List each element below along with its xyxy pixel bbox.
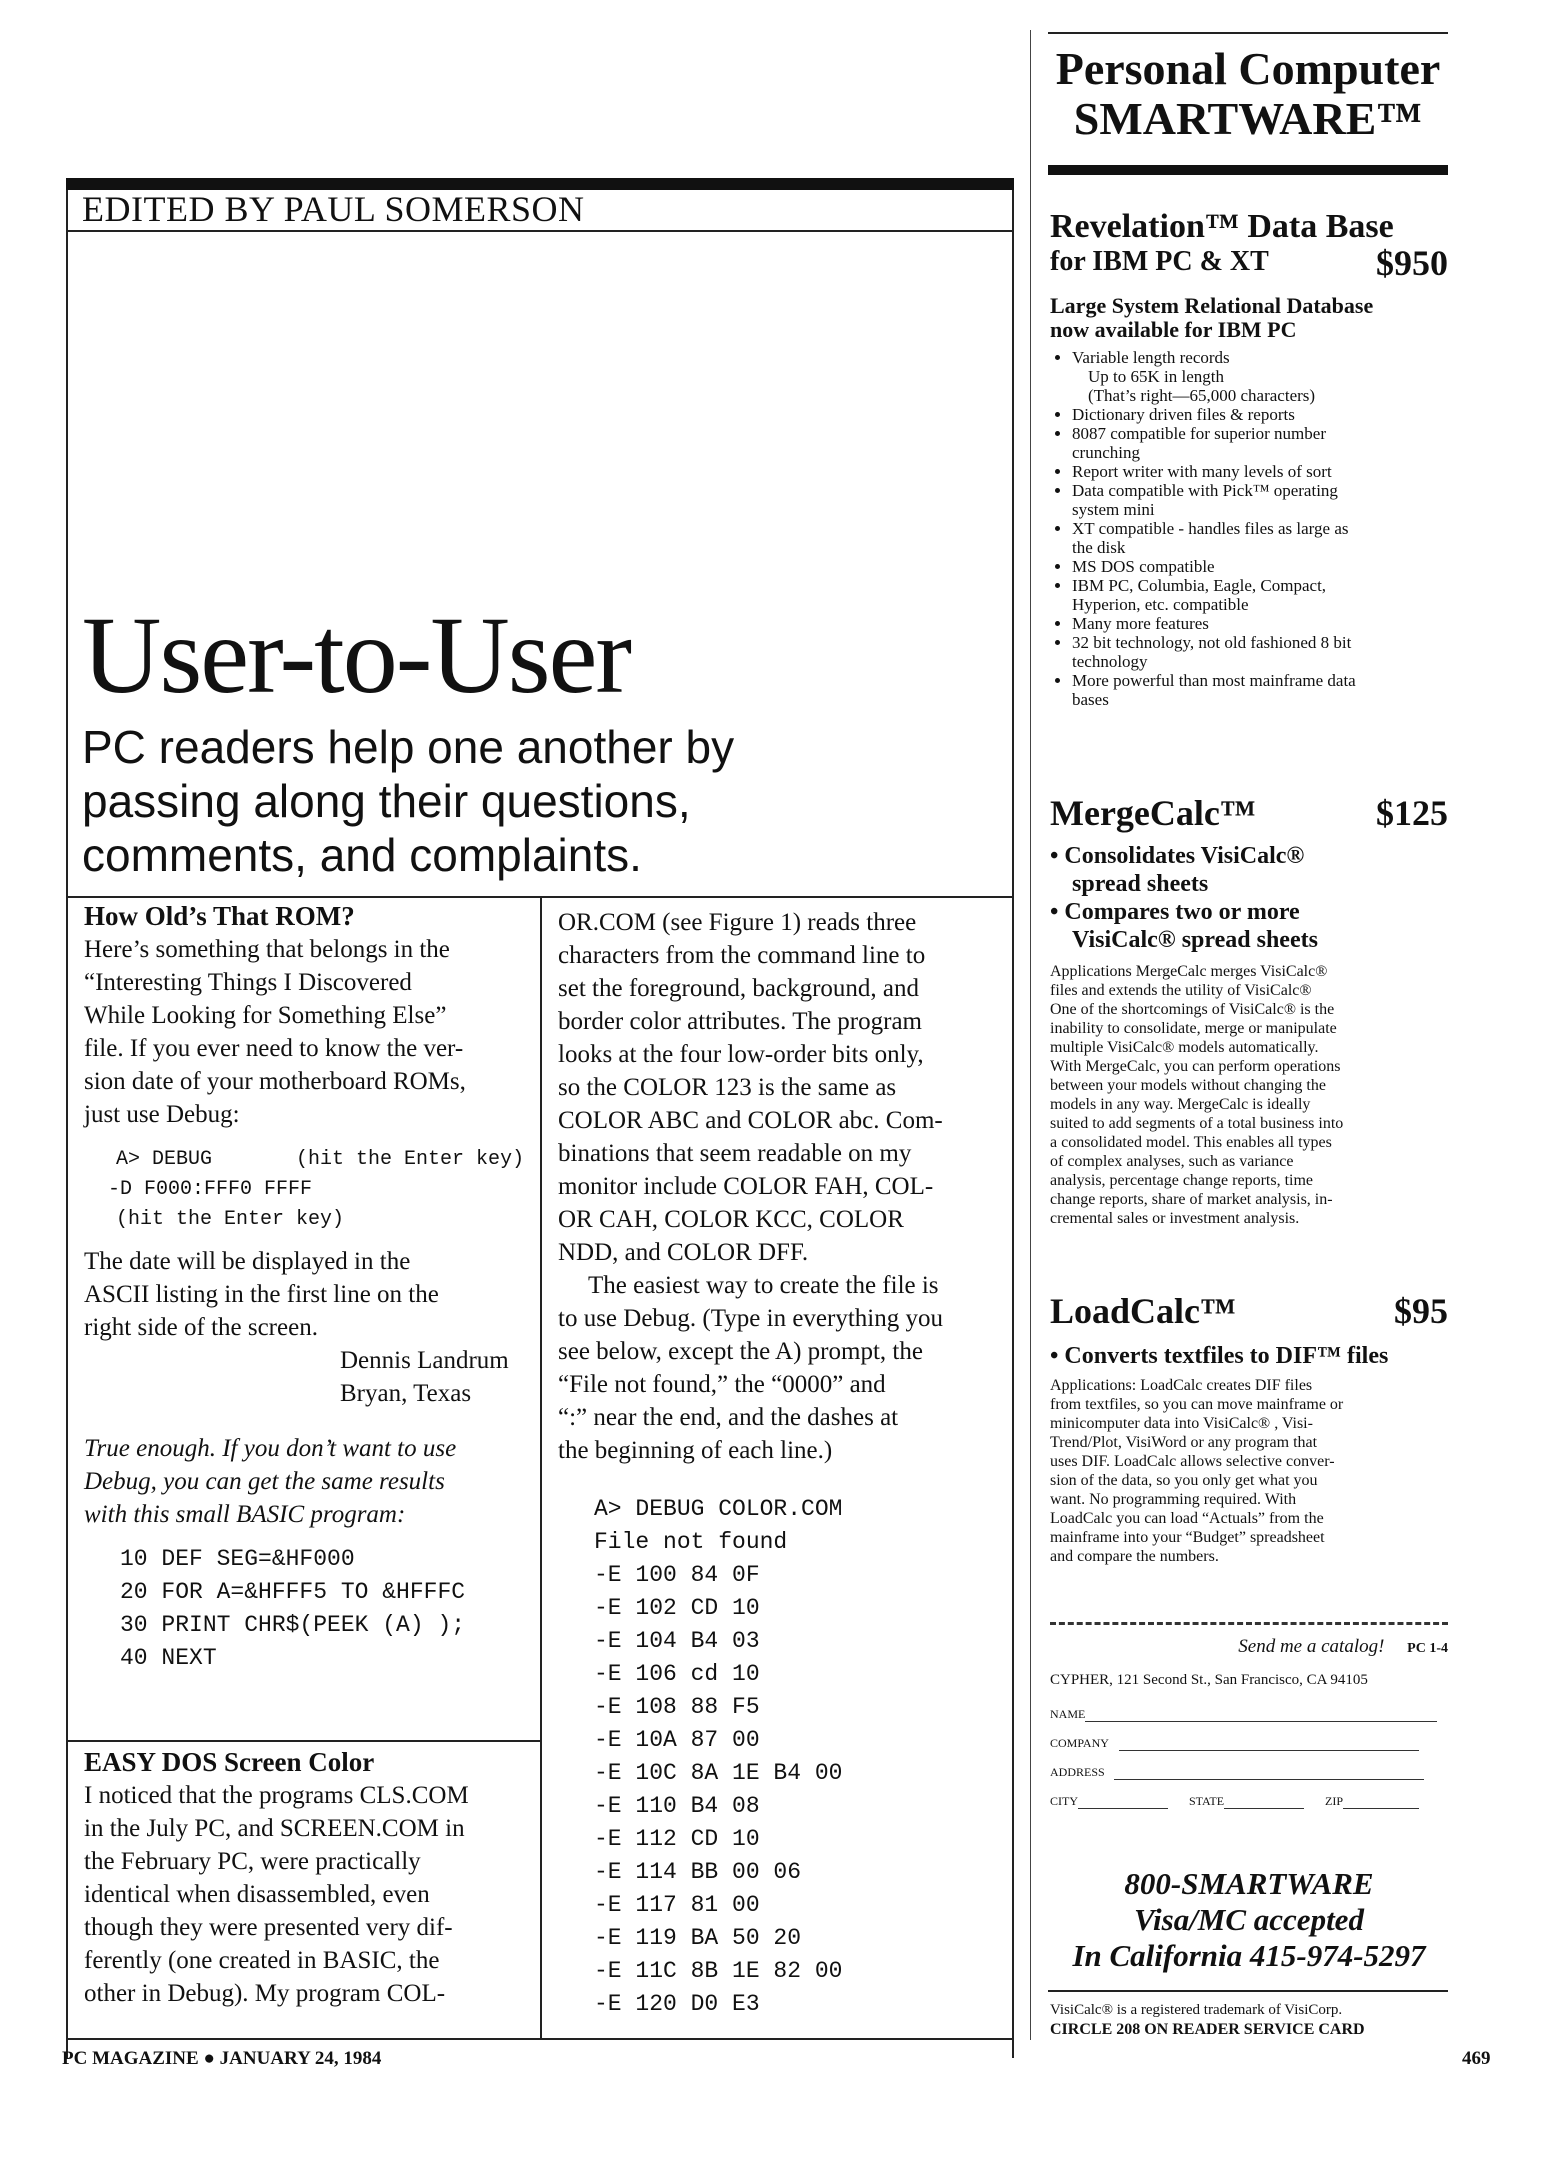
feature-text: • More powerful than most mainframe data: [1072, 671, 1356, 690]
trademark-notice: VisiCalc® is a registered trademark of VisiCorp.: [1050, 2002, 1343, 2018]
text-line: Here’s something that belongs in the: [84, 936, 450, 963]
text-line: ferently (one created in BASIC, the: [84, 1947, 440, 1974]
company-address: CYPHER, 121 Second St., San Francisco, CA 94105: [1050, 1672, 1368, 1688]
text-line: multiple VisiCalc® models automatically.: [1050, 1039, 1319, 1056]
payment-info: Visa/MC accepted: [1134, 1902, 1364, 1937]
product-name: LoadCalc™: [1050, 1291, 1237, 1331]
field-line[interactable]: [1114, 1765, 1424, 1780]
field-label: COMPANY: [1050, 1736, 1109, 1750]
ad-title-line: SMARTWARE™: [1073, 93, 1423, 144]
text-line: the February PC, were practically: [84, 1848, 421, 1875]
divider: [1048, 32, 1448, 34]
phone-number: 800-SMARTWARE: [1124, 1866, 1374, 1901]
paragraph: [558, 1269, 998, 1467]
code-block: [594, 1493, 998, 2021]
text-line: see below, except the A) prompt, the: [558, 1338, 923, 1365]
field-label: STATE: [1189, 1794, 1225, 1808]
author-name: Dennis Landrum: [340, 1347, 509, 1374]
ad-footer: [1050, 2000, 1448, 2040]
text-line: With MergeCalc, you can perform operations: [1050, 1058, 1341, 1075]
text-line: from textfiles, so you can move mainframe or: [1050, 1396, 1344, 1413]
text-line: analysis, percentage change reports, time: [1050, 1172, 1313, 1189]
feature-item: [1072, 557, 1448, 576]
text-line: While Looking for Something Else”: [84, 1002, 447, 1029]
feature-text: Hyperion, etc. compatible: [1072, 595, 1249, 614]
signature: [340, 1344, 524, 1410]
feature-text: Up to 65K in length: [1088, 367, 1224, 386]
code-line: A> DEBUG COLOR.COM: [594, 1496, 843, 1522]
text-line: minicomputer data into VisiCalc® , Visi-: [1050, 1415, 1313, 1432]
field-line[interactable]: [1343, 1794, 1419, 1809]
text-line: border color attributes. The program: [558, 1008, 923, 1035]
paragraph: [558, 906, 998, 1269]
product-tagline: [1050, 294, 1448, 342]
feature-text: • Report writer with many levels of sort: [1072, 462, 1332, 481]
feature-text: • Many more features: [1072, 614, 1209, 633]
bullet-text: Converts textfiles to DIF™ files: [1064, 1343, 1389, 1369]
code-line: -E 110 B4 08: [594, 1793, 760, 1819]
feature-text: crunching: [1072, 443, 1140, 462]
code-line: -E 117 81 00: [594, 1892, 760, 1918]
text-line: in the July PC, and SCREEN.COM in: [84, 1815, 465, 1842]
tagline-line: now available for IBM PC: [1050, 317, 1297, 342]
product-bullet: • Consolidates VisiCalc® spread sheets • Compares two or more VisiCalc® spread sheets: [1050, 842, 1448, 954]
code-block: [120, 1543, 524, 1675]
order-coupon: [1050, 1636, 1448, 1809]
divider: [66, 230, 1014, 232]
code-line: -E 114 BB 00 06: [594, 1859, 802, 1885]
text-line: mainframe into your “Budget” spreadsheet: [1050, 1529, 1325, 1546]
ad-title: [1048, 44, 1448, 144]
text-line: between your models without changing the: [1050, 1077, 1326, 1094]
phone-block: [1050, 1866, 1448, 1974]
text-line: OR CAH, COLOR KCC, COLOR: [558, 1206, 904, 1233]
code-line: 40 NEXT: [120, 1645, 217, 1671]
coupon-cut-line: [1050, 1622, 1448, 1625]
feature-text: • XT compatible - handles files as large as: [1072, 519, 1349, 538]
text-line: files and extends the utility of VisiCalc®: [1050, 982, 1312, 999]
code-line: -E 10A 87 00: [594, 1727, 760, 1753]
feature-item: [1072, 633, 1448, 671]
feature-text: bases: [1072, 690, 1109, 709]
column-divider: [540, 898, 542, 2038]
code-line: -E 10C 8A 1E B4 00: [594, 1760, 843, 1786]
bullet-text: VisiCalc® spread sheets: [1072, 927, 1318, 953]
feature-item: [1072, 462, 1448, 481]
text-line: looks at the four low-order bits only,: [558, 1041, 924, 1068]
text-line: with this small BASIC program:: [84, 1501, 406, 1528]
column-1: [84, 900, 524, 1675]
product-bullet: • Converts textfiles to DIF™ files: [1050, 1343, 1389, 1369]
text-line: NDD, and COLOR DFF.: [558, 1239, 809, 1266]
product-mergecalc: [1050, 792, 1448, 1228]
text-line: binations that seem readable on my: [558, 1140, 912, 1167]
text-line: The date will be displayed in the: [84, 1248, 411, 1275]
product-loadcalc: [1050, 1290, 1448, 1566]
text-line: change reports, share of market analysis, in-: [1050, 1191, 1333, 1208]
feature-item: [1072, 576, 1448, 614]
field-line[interactable]: [1224, 1794, 1304, 1809]
feature-text: • Dictionary driven files & reports: [1072, 405, 1295, 424]
code-line: -E 112 CD 10: [594, 1826, 760, 1852]
author-location: Bryan, Texas: [340, 1380, 472, 1407]
text-line: models in any way. MergeCalc is ideally: [1050, 1096, 1311, 1113]
feature-text: • 8087 compatible for superior number: [1072, 424, 1326, 443]
feature-text: • Variable length records: [1072, 348, 1230, 367]
code-line: -D F000:FFF0 FFFF: [108, 1178, 313, 1201]
text-line: file. If you ever need to know the ver-: [84, 1035, 464, 1062]
text-line: sion of the data, so you only get what you: [1050, 1472, 1318, 1489]
code-line: -E 100 84 0F: [594, 1562, 760, 1588]
code-line: -E 108 88 F5: [594, 1694, 760, 1720]
product-price: $95: [1394, 1291, 1448, 1331]
text-line: inability to consolidate, merge or manipulate: [1050, 1020, 1337, 1037]
feature-text: system mini: [1072, 500, 1155, 519]
code-line: -E 120 D0 E3: [594, 1991, 760, 2017]
text-line: Applications: LoadCalc creates DIF files: [1050, 1377, 1313, 1394]
text-line: other in Debug). My program COL-: [84, 1980, 446, 2007]
product-description: [1050, 962, 1448, 1228]
code-line: 20 FOR A=&HFFF5 TO &HFFFC: [120, 1579, 466, 1605]
field-line[interactable]: [1085, 1707, 1437, 1722]
product-price: $125: [1376, 793, 1448, 833]
paragraph: [84, 1245, 524, 1344]
product-revelation: [1050, 208, 1448, 709]
product-sub-row: [1050, 243, 1448, 288]
text-line: want. No programming required. With: [1050, 1491, 1297, 1508]
product-description: [1050, 1376, 1448, 1566]
feature-text: • MS DOS compatible: [1072, 557, 1215, 576]
feature-text: • 32 bit technology, not old fashioned 8 bit: [1072, 633, 1352, 652]
field-label: CITY: [1050, 1794, 1078, 1808]
text-line: “File not found,” the “0000” and: [558, 1371, 886, 1398]
text-line: I noticed that the programs CLS.COM: [84, 1782, 469, 1809]
text-line: uses DIF. LoadCalc allows selective conver-: [1050, 1453, 1335, 1470]
code-line: -E 102 CD 10: [594, 1595, 760, 1621]
text-line: sion date of your motherboard ROMs,: [84, 1068, 466, 1095]
feature-text: (That’s right—65,000 characters): [1088, 386, 1316, 405]
coupon-code: PC 1-4: [1407, 1641, 1448, 1656]
feature-text: the disk: [1072, 538, 1126, 557]
text-line: “:” near the end, and the dashes at: [558, 1404, 899, 1431]
code-line: (hit the Enter key): [116, 1208, 345, 1231]
field-label: ADDRESS: [1050, 1765, 1105, 1779]
coupon-header: [1050, 1636, 1448, 1658]
phone-california: In California 415-974-5297: [1072, 1938, 1426, 1973]
feature-text: • Data compatible with Pick™ operating: [1072, 481, 1338, 500]
divider: [66, 1740, 540, 1742]
product-header: [1050, 1290, 1448, 1336]
magazine-footer: PC MAGAZINE ● JANUARY 24, 1984: [62, 2048, 382, 2069]
subtitle-line: comments, and complaints.: [82, 829, 642, 881]
field-line[interactable]: [1119, 1736, 1419, 1751]
text-line: of complex analyses, such as variance: [1050, 1153, 1294, 1170]
page-title: User-to-User: [82, 594, 631, 716]
text-line: so the COLOR 123 is the same as: [558, 1074, 897, 1101]
feature-item: [1072, 481, 1448, 519]
company-field[interactable]: [1050, 1736, 1448, 1751]
text-line: True enough. If you don’t want to use: [84, 1435, 457, 1462]
bullet-text: Consolidates VisiCalc®: [1064, 843, 1305, 869]
subtitle: [82, 720, 982, 882]
text-line: Trend/Plot, VisiWord or any program that: [1050, 1434, 1318, 1451]
text-line: the beginning of each line.): [558, 1437, 833, 1464]
feature-text: • IBM PC, Columbia, Eagle, Compact,: [1072, 576, 1327, 595]
section-heading: How Old’s That ROM?: [84, 901, 355, 931]
ad-rule: [1048, 165, 1448, 175]
divider: [66, 2038, 1014, 2040]
text-line: OR.COM (see Figure 1) reads three: [558, 909, 917, 936]
text-line: characters from the command line to: [558, 942, 926, 969]
text-line: One of the shortcomings of VisiCalc® is the: [1050, 1001, 1335, 1018]
feature-item: [1072, 519, 1448, 557]
text-line: identical when disassembled, even: [84, 1881, 430, 1908]
subtitle-line: PC readers help one another by: [82, 721, 735, 773]
text-line: right side of the screen.: [84, 1314, 318, 1341]
address-field[interactable]: [1050, 1765, 1448, 1780]
code-line: -E 11C 8B 1E 82 00: [594, 1958, 843, 1984]
feature-text: technology: [1072, 652, 1148, 671]
text-line: just use Debug:: [84, 1101, 240, 1128]
code-line: File not found: [594, 1529, 788, 1555]
code-block: [108, 1145, 525, 1235]
feature-item: [1072, 348, 1448, 405]
bullet-text: Compares two or more: [1064, 899, 1300, 925]
edited-by: EDITED BY PAUL SOMERSON: [82, 189, 585, 229]
feature-item: [1072, 424, 1448, 462]
feature-item: [1072, 614, 1448, 633]
section-heading: EASY DOS Screen Color: [84, 1747, 375, 1777]
text-line: set the foreground, background, and: [558, 975, 919, 1002]
feature-item: [1072, 671, 1448, 709]
code-line: 30 PRINT CHR$(PEEK (A) );: [120, 1612, 466, 1638]
text-line: and compare the numbers.: [1050, 1548, 1219, 1565]
product-name: Revelation™ Data Base: [1050, 208, 1394, 245]
text-line: cremental sales or investment analysis.: [1050, 1210, 1300, 1227]
text-line: Debug, you can get the same results: [84, 1468, 445, 1495]
text-line: ASCII listing in the first line on the: [84, 1281, 439, 1308]
field-label: NAME: [1050, 1707, 1086, 1721]
text-line: though they were presented very dif-: [84, 1914, 453, 1941]
catalog-request: Send me a catalog!: [1238, 1636, 1385, 1657]
text-line: monitor include COLOR FAH, COL-: [558, 1173, 934, 1200]
text-line: to use Debug. (Type in everything you: [558, 1305, 943, 1332]
code-line: A> DEBUG (hit the Enter key): [116, 1148, 525, 1171]
subtitle-line: passing along their questions,: [82, 775, 691, 827]
code-line: 10 DEF SEG=&HF000: [120, 1546, 355, 1572]
product-name: MergeCalc™: [1050, 793, 1256, 833]
text-line: suited to add segments of a total business into: [1050, 1115, 1344, 1132]
field-line[interactable]: [1078, 1794, 1168, 1809]
column-1-section-2: [84, 1746, 524, 2010]
product-price: $950: [1376, 243, 1448, 283]
divider: [1048, 1990, 1448, 1992]
ad-title-line: Personal Computer: [1055, 43, 1441, 94]
column-divider: [1030, 30, 1031, 2040]
text-line: a consolidated model. This enables all types: [1050, 1134, 1332, 1151]
paragraph: [84, 933, 524, 1131]
code-line: -E 104 B4 03: [594, 1628, 760, 1654]
product-subtitle: for IBM PC & XT: [1050, 246, 1269, 277]
feature-list: [1050, 348, 1448, 709]
code-line: -E 119 BA 50 20: [594, 1925, 802, 1951]
tagline-line: Large System Relational Database: [1050, 293, 1374, 318]
text-line: The easiest way to create the file is: [588, 1272, 939, 1299]
reader-service: CIRCLE 208 ON READER SERVICE CARD: [1050, 2021, 1365, 2038]
bullet-text: spread sheets: [1072, 871, 1209, 897]
field-label: ZIP: [1325, 1794, 1344, 1808]
text-line: COLOR ABC and COLOR abc. Com-: [558, 1107, 943, 1134]
feature-item: [1072, 405, 1448, 424]
name-field[interactable]: [1050, 1707, 1448, 1722]
text-line: LoadCalc you can load “Actuals” from the: [1050, 1510, 1324, 1527]
column-2: [558, 906, 998, 2021]
editor-note: [84, 1432, 524, 1531]
city-state-zip-field[interactable]: [1050, 1794, 1448, 1809]
text-line: Applications MergeCalc merges VisiCalc®: [1050, 963, 1328, 980]
page-number: 469: [1462, 2048, 1491, 2069]
product-header: [1050, 792, 1448, 838]
code-line: -E 106 cd 10: [594, 1661, 760, 1687]
text-line: “Interesting Things I Discovered: [84, 969, 412, 996]
